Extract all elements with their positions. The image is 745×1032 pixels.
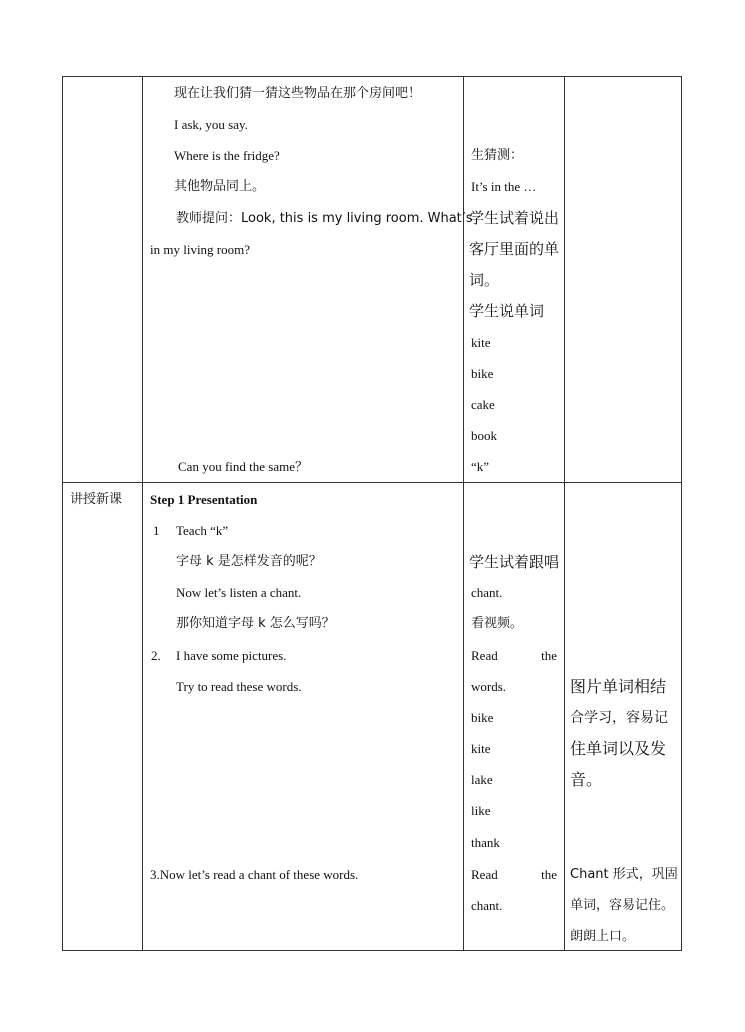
write-k-question: 那你知道字母 k 怎么写吗？ — [176, 616, 335, 631]
word-lake: lake — [471, 772, 493, 787]
pictures-line: I have some pictures. — [176, 648, 287, 663]
student-say-words-2: 客厅里面的单 — [469, 240, 560, 258]
same-for-others-line: 其他物品同上。 — [174, 179, 266, 194]
lesson-plan-table — [62, 76, 682, 951]
guess-room-prompt: 现在让我们猜一猜这些物品在那个房间吧！ — [174, 86, 422, 101]
step-heading: Step 1 Presentation — [150, 492, 258, 507]
note-picture-words-3: 住单词以及发 — [570, 739, 667, 758]
note-picture-words-1: 图片单词相结 — [570, 677, 667, 696]
word-thank: thank — [471, 835, 500, 850]
words-line: words. — [471, 679, 507, 694]
its-in-the-line: It’s in the … — [471, 179, 537, 194]
column-divider — [142, 77, 143, 950]
read-word: Read — [471, 648, 498, 663]
chant-word: chant. — [471, 898, 503, 913]
item-number-1: 1 — [153, 523, 160, 538]
word-bike: bike — [471, 710, 494, 725]
try-read-line: Try to read these words. — [176, 679, 302, 694]
word-cake: cake — [471, 397, 495, 412]
word-like: like — [471, 803, 491, 818]
word-kite: kite — [471, 335, 491, 350]
row-divider — [63, 482, 681, 483]
note-chant-1: Chant 形式，巩固 — [570, 867, 678, 882]
item-number-2: 2. — [151, 648, 161, 663]
note-chant-3: 朗朗上口。 — [570, 929, 636, 944]
column-divider — [463, 77, 464, 950]
follow-chant-line: 学生试着跟唱 — [469, 553, 560, 571]
ask-say-line: I ask, you say. — [174, 117, 248, 132]
student-say-words-3: 词。 — [469, 271, 500, 289]
watch-video-line: 看视频。 — [471, 616, 524, 631]
word-kite: kite — [471, 741, 491, 756]
chant-word: chant. — [471, 585, 503, 600]
student-guess-label: 生猜测： — [471, 148, 524, 163]
read-word: Read — [471, 867, 498, 882]
note-picture-words-2: 合学习，容易记 — [570, 710, 668, 726]
teach-k-line: Teach “k” — [176, 523, 229, 538]
word-bike: bike — [471, 366, 494, 381]
read-the-line-2 — [471, 865, 557, 885]
column-divider — [564, 77, 565, 950]
student-say-words-1: 学生试着说出 — [469, 209, 560, 227]
word-book: book — [471, 428, 497, 443]
read-chant-line: 3.Now let’s read a chant of these words. — [150, 867, 359, 882]
fridge-question: Where is the fridge? — [174, 148, 280, 163]
note-chant-2: 单词，容易记住。 — [570, 898, 675, 913]
note-picture-words-4: 音。 — [570, 770, 603, 789]
teacher-question-line: 教师提问：Look, this is my living room. What’s — [176, 211, 473, 226]
the-word: the — [541, 867, 557, 882]
listen-chant-line: Now let’s listen a chant. — [176, 585, 302, 600]
teacher-question-cont: in my living room? — [150, 242, 251, 257]
pronounce-k-question: 字母 k 是怎样发音的呢？ — [176, 554, 322, 569]
student-say-word-label: 学生说单词 — [469, 302, 545, 320]
letter-k-quote: “k” — [471, 459, 490, 474]
read-the-line — [471, 646, 557, 666]
find-same-question: Can you find the same？ — [178, 459, 308, 474]
section-label-new-lesson: 讲授新课 — [70, 492, 123, 507]
the-word: the — [541, 648, 557, 663]
